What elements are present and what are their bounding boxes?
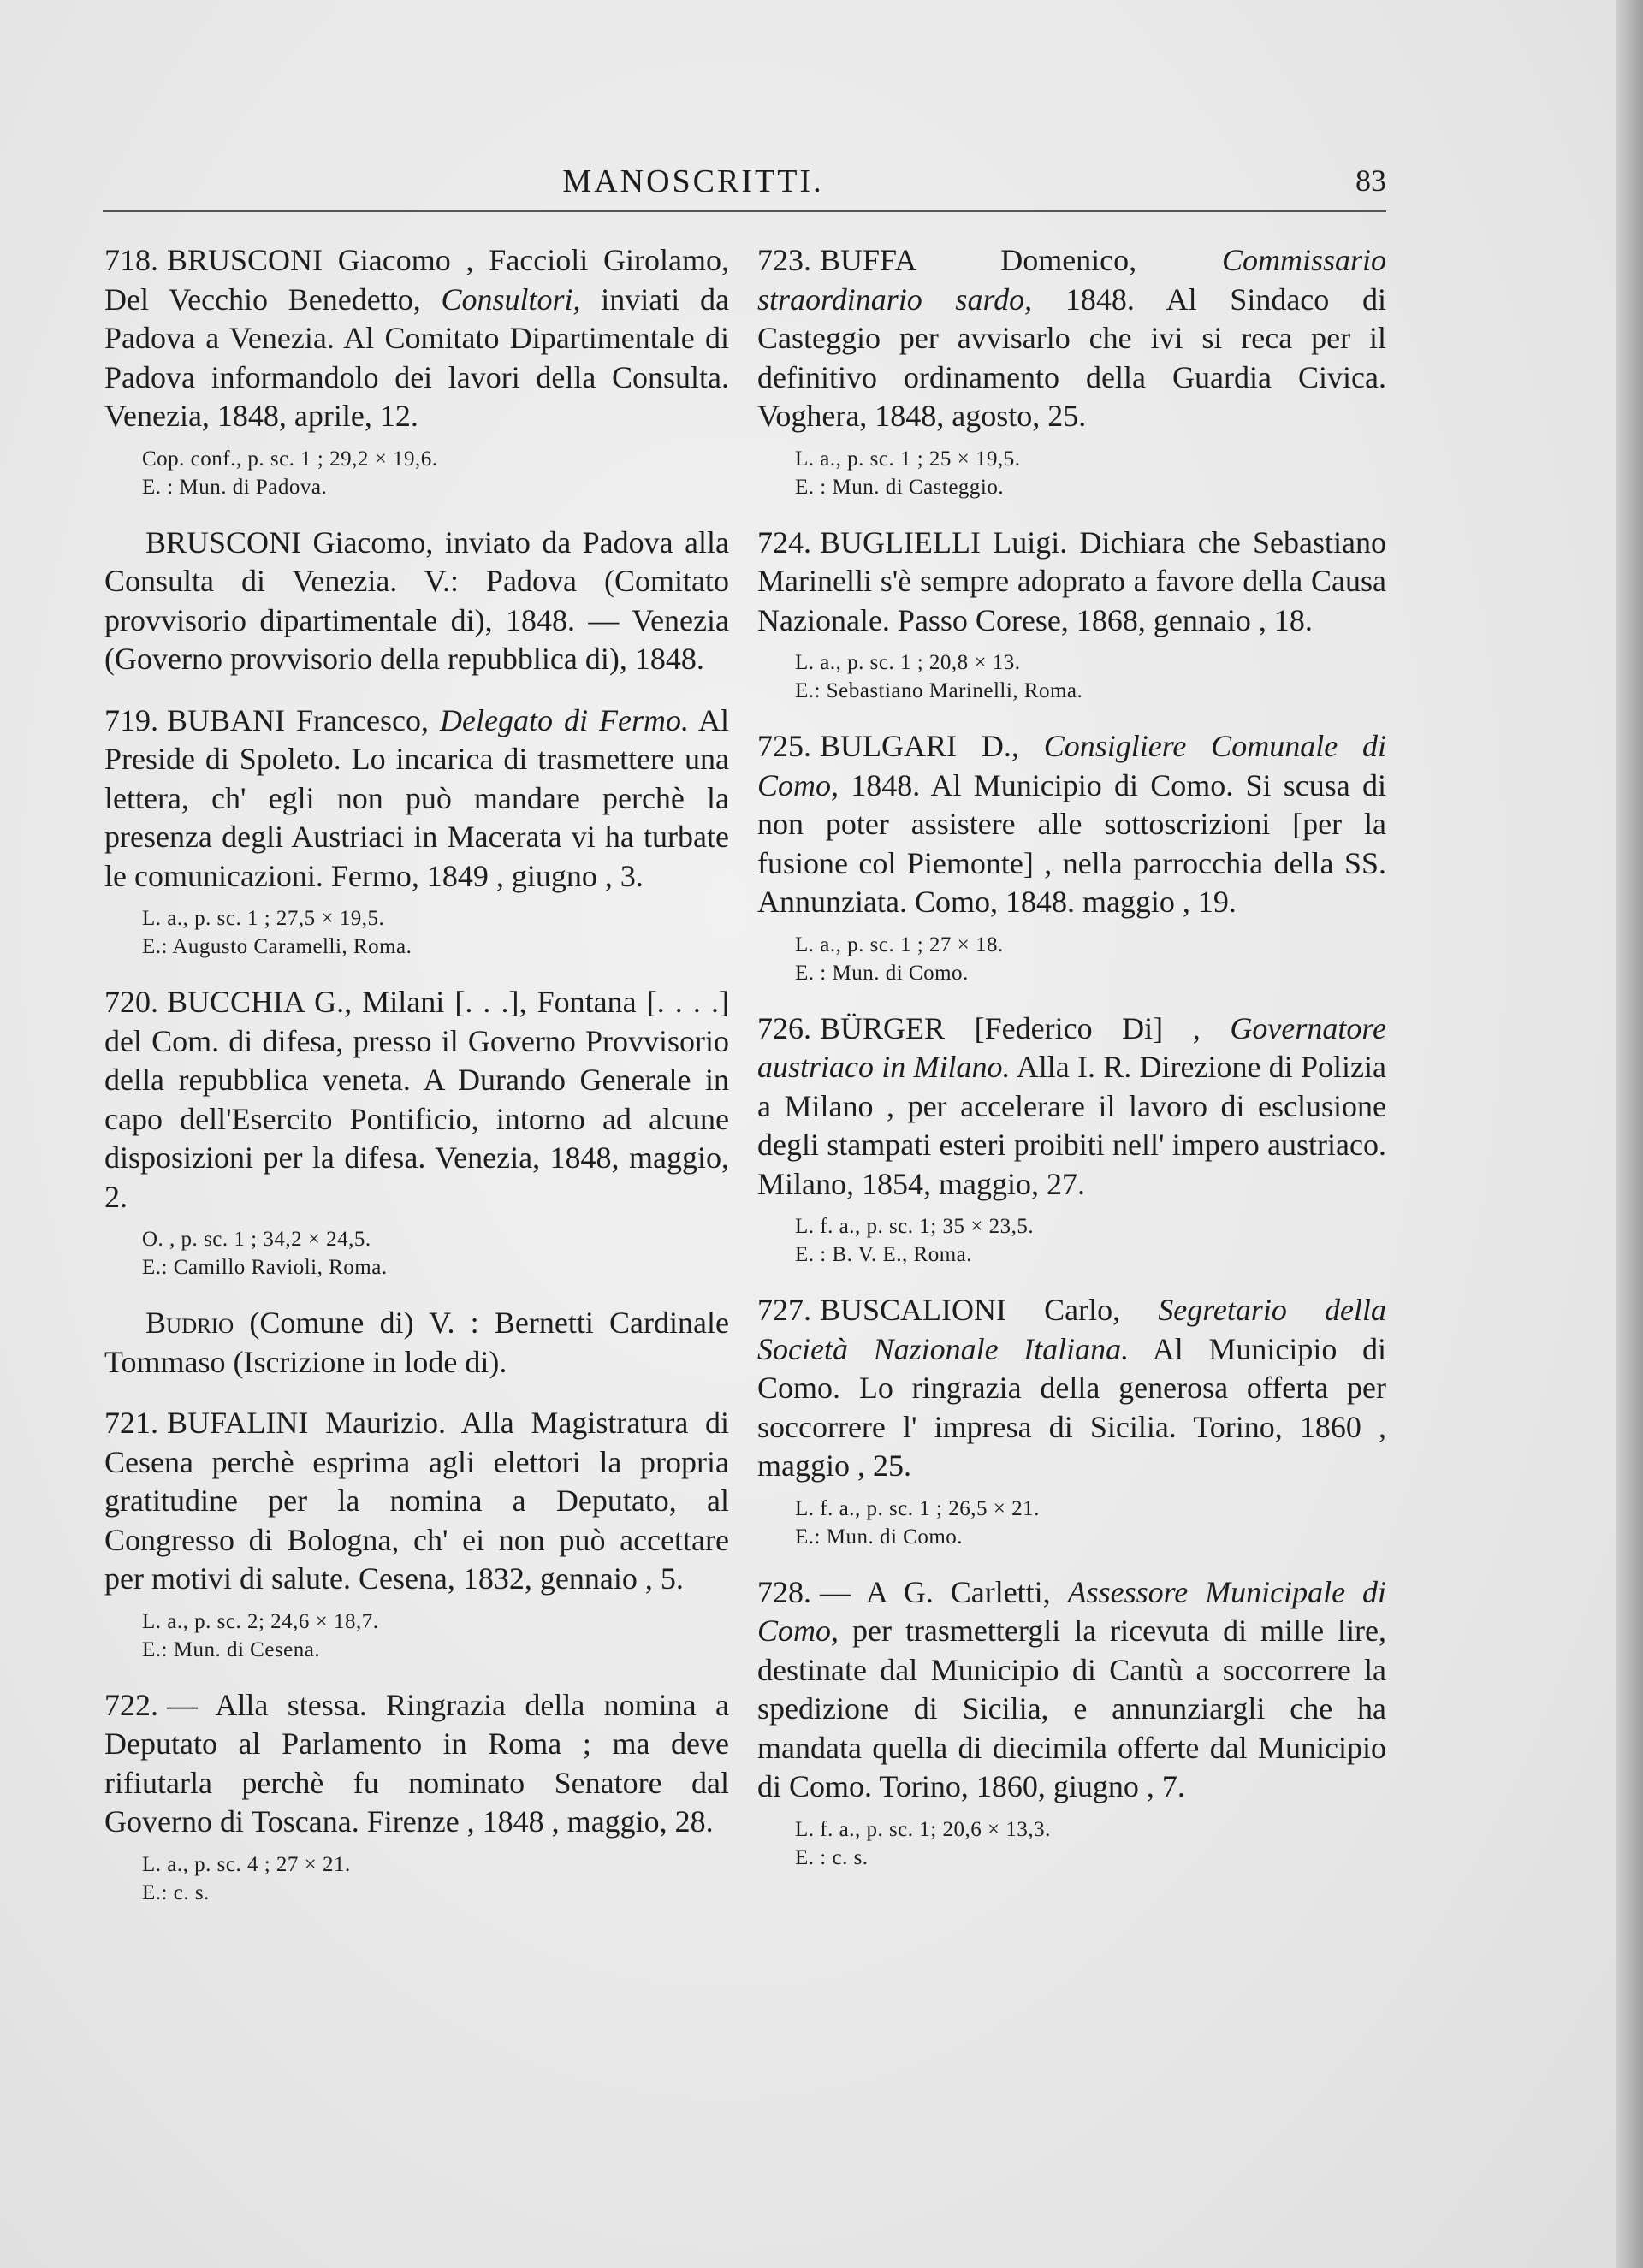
entry-meta <box>104 1851 729 1907</box>
entry-text <box>757 1291 1386 1486</box>
entry-role: Assessore Municipale di Como, <box>757 1574 1386 1648</box>
entry-author: BUBANI Francesco, <box>167 702 429 737</box>
entry-body: per trasmettergli la ricevuta di mille lire, destinate dal Municipio di Cantù a soccorrere la spedizione di Sicilia, e annunziargli che ha mandata quella di diecimila offerte dal Municipio di Como. Torino, 1860, giugno , 7. <box>757 1614 1386 1803</box>
entry-owner: E.: Augusto Caramelli, Roma. <box>142 935 412 958</box>
entry-owner: E. : Mun. di Padova. <box>142 475 328 499</box>
entry-role: Delegato di Fermo. <box>440 702 689 737</box>
entry-owner: E. : Mun. di Casteggio. <box>795 475 1005 499</box>
entry-number: 721. <box>104 1406 158 1440</box>
entry-number: 728. <box>757 1574 811 1609</box>
entry-728 <box>757 1573 1386 1872</box>
entry-meta <box>104 1225 729 1282</box>
entry-text <box>104 1404 729 1599</box>
entry-text <box>757 1573 1386 1807</box>
entry-text <box>757 241 1386 436</box>
cross-reference-text <box>104 1304 729 1382</box>
entry-meta <box>104 1608 729 1664</box>
entry-body: Alla I. R. Direzione di Polizia a Milano , per accelerare il lavoro di esclusione degli stampati esteri proibiti nell' impero austriaco. Milano, 1854, maggio, 27. <box>757 1050 1386 1201</box>
entry-number: 725. <box>757 729 811 763</box>
entry-author: BUFFA Domenico, <box>820 243 1137 277</box>
page-title: MANOSCRITTI. <box>562 163 824 199</box>
entry-721 <box>104 1404 729 1664</box>
entry-body: inviati da Padova a Venezia. Al Comitato Dipartimentale di Padova informandolo dei lavori della Consulta. Venezia, 1848, aprile, 12. <box>104 281 729 433</box>
entry-meta <box>104 445 729 501</box>
entry-727 <box>757 1291 1386 1551</box>
entry-body: BUGLIELLI Luigi. Dichiara che Sebastiano Marinelli s'è sempre adoprato a favore della Causa Nazionale. Passo Corese, 1868, gennaio , 18. <box>757 524 1386 637</box>
entry-number: 722. <box>104 1687 158 1722</box>
entry-723 <box>757 241 1386 501</box>
entry-author: BÜRGER [Federico Di] , <box>820 1010 1201 1045</box>
entry-meta <box>104 904 729 961</box>
entry-number: 720. <box>104 985 158 1019</box>
entry-owner: E.: Mun. di Cesena. <box>142 1637 321 1661</box>
entry-body: Al Municipio di Como. Lo ringrazia della generosa offerta per soccorrere l' impresa di Sicilia. Torino, 1860 , maggio , 25. <box>757 1331 1386 1483</box>
entry-718 <box>104 241 729 501</box>
entry-author: BUSCALIONI Carlo, <box>820 1293 1121 1327</box>
entry-role: Consigliere Comunale di Como, <box>757 729 1387 802</box>
entry-owner: E. : Mun. di Como. <box>795 961 969 985</box>
entry-text <box>104 241 729 436</box>
cross-reference-body: (Comune di) V. : Bernetti Cardinale Tommaso (Iscrizione in lode di). <box>104 1306 729 1379</box>
entry-meta <box>757 1815 1386 1872</box>
cross-reference-text: BRUSCONI Giacomo, inviato da Padova alla Consulta di Venezia. V.: Padova (Comitato provvisorio dipartimentale di), 1848. — Venezia (Governo provvisorio della repubblica di), 1848. <box>104 524 729 676</box>
page-number: 83 <box>1355 163 1386 198</box>
entry-meta <box>757 648 1386 705</box>
entry-body: Al Preside di Spoleto. Lo incarica di trasmettere una lettera, ch' egli non può mandare perchè la presenza degli Austriaci in Macerata vi ha turbate le comunicazioni. Fermo, 1849 , giugno , 3. <box>104 702 730 893</box>
entry-role: Segretario della Società Nazionale Italiana. <box>757 1293 1386 1366</box>
entry-meta <box>757 1495 1386 1551</box>
entry-number: 724. <box>757 524 811 560</box>
entry-text <box>104 1686 729 1842</box>
entry-description: L. a., p. sc. 1 ; 27 × 18. <box>795 933 1004 956</box>
entry-body: — Alla stessa. Ringrazia della nomina a Deputato al Parlamento in Roma ; ma deve rifiutarla perchè fu nominato Senatore dal Governo di Toscana. Firenze , 1848 , maggio, 28. <box>104 1687 729 1839</box>
entry-720 <box>104 983 729 1282</box>
entry-description: L. a., p. sc. 1 ; 20,8 × 13. <box>795 651 1021 674</box>
entry-724 <box>757 524 1386 706</box>
entry-description: L. a., p. sc. 4 ; 27 × 21. <box>142 1852 351 1876</box>
entry-description: L. f. a., p. sc. 1; 35 × 23,5. <box>795 1215 1035 1238</box>
entry-owner: E.: Mun. di Como. <box>795 1525 964 1549</box>
entry-text <box>757 727 1386 922</box>
entry-owner: E.: Camillo Ravioli, Roma. <box>142 1256 388 1279</box>
entry-text <box>104 702 729 897</box>
right-column <box>757 241 1386 1894</box>
entry-number: 727. <box>757 1293 811 1327</box>
entry-author: — A G. Carletti, <box>820 1574 1051 1609</box>
entry-description: L. f. a., p. sc. 1; 20,6 × 13,3. <box>795 1817 1051 1841</box>
entry-description: Cop. conf., p. sc. 1 ; 29,2 × 19,6. <box>142 447 438 471</box>
entry-description: L. a., p. sc. 1 ; 25 × 19,5. <box>795 447 1021 471</box>
entry-role: Commissario straordinario sardo, <box>757 243 1386 317</box>
entry-726 <box>757 1010 1386 1270</box>
entry-description: L. f. a., p. sc. 1 ; 26,5 × 21. <box>795 1496 1040 1520</box>
entry-meta <box>757 1212 1386 1269</box>
cross-reference-brusconi <box>104 524 729 679</box>
header-rule <box>103 210 1386 212</box>
entry-owner: E.: c. s. <box>142 1880 210 1904</box>
entry-role: Consultori, <box>441 281 581 317</box>
entry-owner: E.: Sebastiano Marinelli, Roma. <box>795 679 1083 702</box>
entry-text <box>104 983 729 1217</box>
entry-body: 1848. Al Sindaco di Casteggio per avvisarlo che ivi si reca per il definitivo ordinamento della Guardia Civica. Voghera, 1848, agosto, 25. <box>757 281 1386 433</box>
entry-number: 718. <box>104 243 158 277</box>
entry-author: BRUSCONI Giacomo , Faccioli Girolamo, Del Vecchio Benedetto, <box>104 243 729 317</box>
page-edge <box>1616 0 1643 2268</box>
entry-role: Governatore austriaco in Milano. <box>757 1010 1386 1084</box>
entry-owner: E. : B. V. E., Roma. <box>795 1243 973 1266</box>
entry-text <box>757 1010 1386 1205</box>
cross-reference-lead: Budrio <box>145 1306 234 1340</box>
entry-number: 726. <box>757 1010 811 1045</box>
entry-description: L. a., p. sc. 1 ; 27,5 × 19,5. <box>142 907 385 930</box>
entry-number: 719. <box>104 702 158 737</box>
entry-text <box>757 524 1386 641</box>
entry-body: 1848. Al Municipio di Como. Si scusa di non poter assistere alle sottoscrizioni [per la fusione col Piemonte] , nella parrocchia della SS. Annunziata. Como, 1848. maggio , 19. <box>757 767 1386 919</box>
entry-owner: E. : c. s. <box>795 1845 869 1869</box>
entry-body: BUCCHIA G., Milani [. . .], Fontana [. . . .] del Com. di difesa, presso il Governo Provvisorio della repubblica veneta. A Durando Generale in capo dell'Esercito Pontificio, intorno ad alcune disposizioni per la difesa. Venezia, 1848, maggio, 2. <box>104 985 729 1214</box>
entry-meta <box>757 931 1386 987</box>
entry-number: 723. <box>757 243 811 277</box>
running-head <box>0 163 1616 205</box>
entry-author: BULGARI D., <box>820 729 1019 763</box>
entry-725 <box>757 727 1386 987</box>
cross-reference-budrio <box>104 1304 729 1382</box>
entry-722 <box>104 1686 729 1907</box>
left-column <box>104 241 729 1929</box>
entry-meta <box>757 445 1386 501</box>
entry-body: BUFALINI Maurizio. Alla Magistratura di Cesena perchè esprima agli elettori la propria gratitudine per la nomina a Deputato, al Congresso di Bologna, ch' ei non può accettare per motivi di salute. Cesena, 1832, gennaio , 5. <box>104 1406 729 1596</box>
entry-description: L. a., p. sc. 2; 24,6 × 18,7. <box>142 1609 379 1633</box>
entry-719 <box>104 702 729 962</box>
entry-description: O. , p. sc. 1 ; 34,2 × 24,5. <box>142 1228 371 1251</box>
